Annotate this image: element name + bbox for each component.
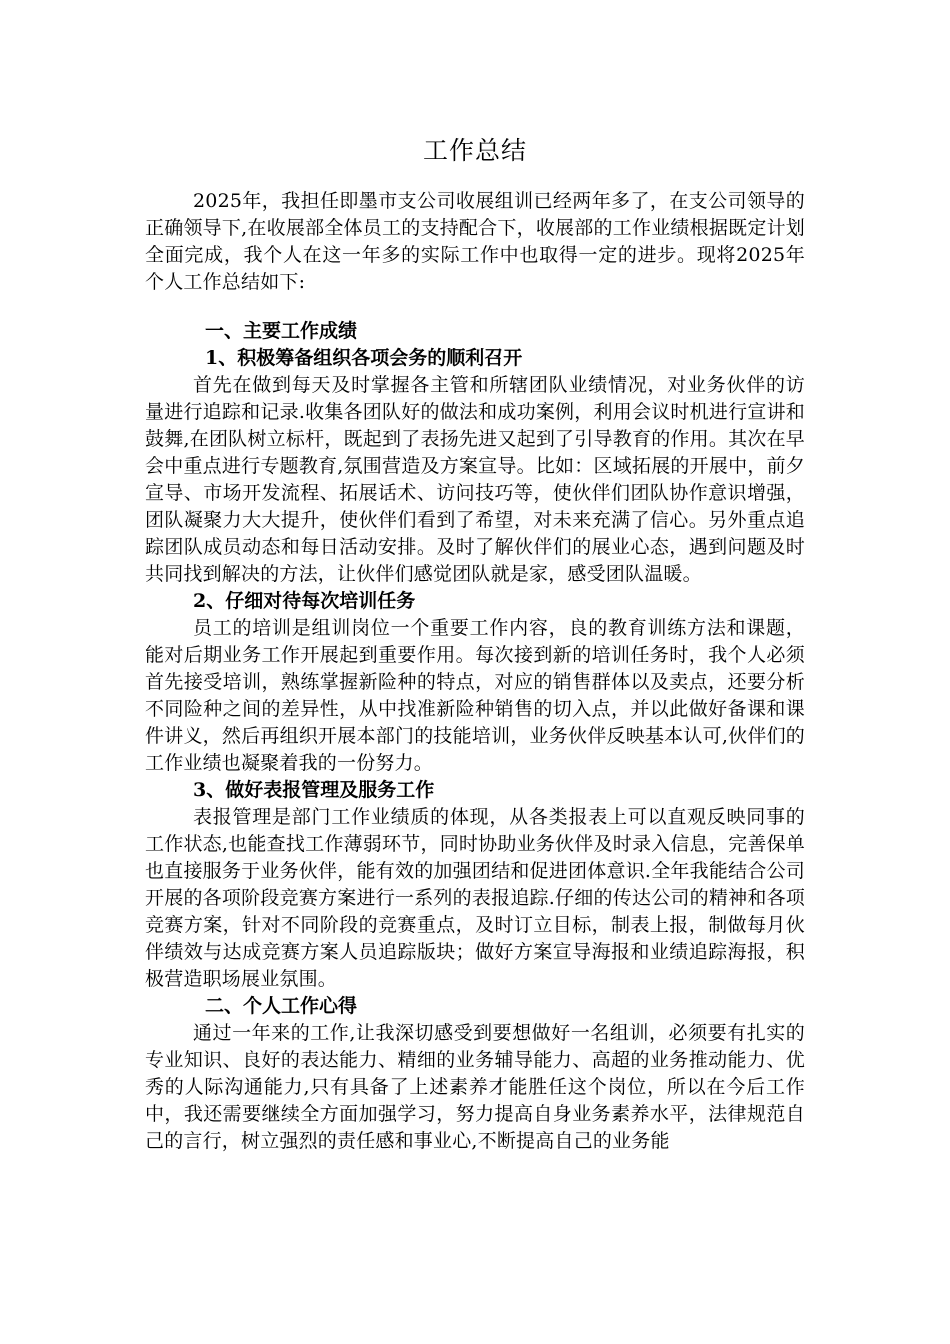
item3-heading: 3、做好表报管理及服务工作 bbox=[193, 779, 435, 801]
section1-heading: 一、主要工作成绩 bbox=[205, 320, 358, 342]
intro-paragraph: 2025年，我担任即墨市支公司收展组训已经两年多了，在支公司领导的正确领导下,在收展部全体员工的支持配合下，收展部的工作业绩根据既定计划全面完成，我个人在这一年多的实际工作中也取得一定的进步。现将2025年个人工作总结如下: bbox=[145, 190, 805, 293]
section2-heading: 二、个人工作心得 bbox=[205, 995, 358, 1017]
item3-body: 表报管理是部门工作业绩质的体现，从各类报表上可以直观反映同事的工作状态,也能查找工作薄弱环节，同时协助业务伙伴及时录入信息，完善保单也直接服务于业务伙伴，能有效的加强团结和促进团体意识.全年我能结合公司开展的各项阶段竞赛方案进行一系列的表报追踪.仔细的传达公司的精神和各项竞赛方案，针对不同阶段的竞赛重点，及时订立目标，制表上报，制做每月伙伴绩效与达成竞赛方案人员追踪版块；做好方案宣导海报和业绩追踪海报，积极营造职场展业氛围。 bbox=[145, 806, 805, 990]
item2-heading: 2、仔细对待每次培训任务 bbox=[193, 590, 416, 612]
document-title: 工作总结 bbox=[422, 136, 527, 165]
item2-body: 员工的培训是组训岗位一个重要工作内容，良的教育训练方法和课题，能对后期业务工作开展起到重要作用。每次接到新的培训任务时，我个人必须首先接受培训，熟练掌握新险种的特点，对应的销售群体以及卖点，还要分析不同险种之间的差异性，从中找准新险种销售的切入点，并以此做好备课和课件讲义，然后再组织开展本部门的技能培训，业务伙伴反映基本认可,伙伴们的工作业绩也凝聚着我的一份努力。 bbox=[145, 617, 805, 774]
document-page bbox=[145, 128, 805, 1155]
item1-body: 首先在做到每天及时掌握各主管和所辖团队业绩情况，对业务伙伴的访量进行追踪和记录.收集各团队好的做法和成功案例，利用会议时机进行宣讲和鼓舞,在团队树立标杆，既起到了表扬先进又起到了引导教育的作用。其次在早会中重点进行专题教育,氛围营造及方案宣导。比如：区域拓展的开展中，前夕宣导、市场开发流程、拓展话术、访问技巧等，使伙伴们团队协作意识增强，团队凝聚力大大提升，使伙伴们看到了希望，对未来充满了信心。另外重点追踪团队成员动态和每日活动安排。及时了解伙伴们的展业心态，遇到问题及时共同找到解决的方法，让伙伴们感觉团队就是家，感受团队温暖。 bbox=[145, 374, 805, 585]
item1-heading: 1、积极筹备组织各项会务的顺利召开 bbox=[205, 347, 523, 369]
section2-body: 通过一年来的工作,让我深切感受到要想做好一名组训，必须要有扎实的专业知识、良好的表达能力、精细的业务辅导能力、高超的业务推动能力、优秀的人际沟通能力,只有具备了上述素养才能胜任这个岗位，所以在今后工作中，我还需要继续全方面加强学习，努力提高自身业务素养水平，法律规范自己的言行，树立强烈的责任感和事业心,不断提高自己的业务能 bbox=[145, 1022, 805, 1152]
